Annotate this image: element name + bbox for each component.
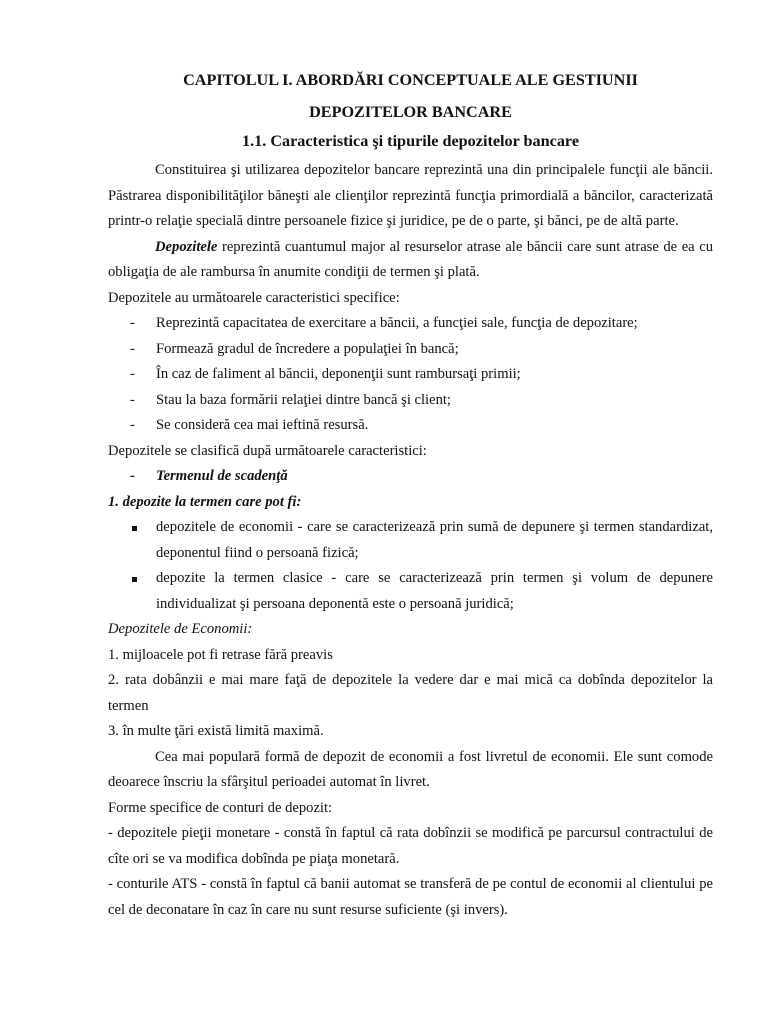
list-item: - Reprezintă capacitatea de exercitare a băncii, a funcţiei sale, funcţia de depozitare; <box>108 311 713 337</box>
passbook-paragraph: Cea mai populară formă de depozit de economii a fost livretul de economii. Ele sunt comode deoarece înscriu la sfârşitul perioadei automat în livret. <box>108 748 713 790</box>
classification-intro: Depozitele se clasifică după următoarele caracteristici: <box>108 442 427 459</box>
dash-bullet: - <box>130 468 135 484</box>
maturity-heading: - Termenul de scadenţă <box>108 464 713 490</box>
definition-text: reprezintă cuantumul major al resurselor atrase ale băncii care sunt atrase de ea cu obligaţia de ale rambursa în anumite condiţii de termen şi plată. <box>108 238 713 280</box>
savings-point: 1. mijloacele pot fi retrase fără preavis <box>108 646 333 663</box>
dash-bullet: - <box>130 315 135 331</box>
square-bullet-icon <box>132 577 137 582</box>
account-type: - depozitele pieţii monetare - constă în faptul că rata dobînzii se modifică pe parcursul contractului de cîte ori se va modifica dobînda pe piaţa monetară. <box>108 825 713 867</box>
list-item: - În caz de faliment al băncii, deponenţii sunt rambursaţi primii; <box>108 362 713 388</box>
section-title: 1.1. Caracteristica şi tipurile depozitelor bancare <box>241 132 580 150</box>
dash-bullet: - <box>130 391 135 408</box>
dash-bullet: - <box>130 417 135 433</box>
accounts-intro: Forme specifice de conturi de depozit: <box>108 799 333 816</box>
list-item: - Stau la baza formării relaţiei dintre bancă şi client; <box>108 388 713 414</box>
savings-point: 3. în multe ţări există limită maximă. <box>108 723 324 739</box>
chapter-title-line2: DEPOZITELOR BANCARE <box>309 103 512 121</box>
dash-bullet: - <box>130 366 135 382</box>
list-item: depozitele de economii - care se caracterizează prin sumă de depunere şi termen standardizat, deponentul fiind o persoană fizică; <box>108 515 713 566</box>
document-page <box>108 64 713 923</box>
account-type: - conturile ATS - constă în faptul că banii automat se transferă de pe contul de economii al clientului pe cel de deconatare în caz în care nu sunt resurse suficiente (şi invers). <box>108 876 713 918</box>
list-item: - Formează gradul de încredere a populaţiei în bancă; <box>108 337 713 363</box>
definition-paragraph <box>108 235 713 286</box>
characteristics-list <box>108 311 713 439</box>
term-deposits-list <box>108 515 713 617</box>
savings-point: 2. rata dobânzii e mai mare faţă de depozitele la vedere dar e mai mică ca dobînda depozitelor la termen <box>108 672 713 714</box>
intro-paragraph: Constituirea şi utilizarea depozitelor bancare reprezintă una din principalele funcţii ale băncii. Păstrarea disponibilităţilor băneşti ale clienţilor reprezintă funcţia primordială a băncilor, caracterizată printr-o relaţie specială dintre persoanele fizice şi juridice, pe de o parte, şi bănci, pe de altă parte. <box>108 162 713 229</box>
list-item: depozite la termen clasice - care se caracterizează prin termen şi volum de depunere individualizat şi persoana deponentă este o persoană juridică; <box>108 566 713 617</box>
chapter-title-line1: CAPITOLUL I. ABORDĂRI CONCEPTUALE ALE GESTIUNII <box>183 71 638 89</box>
list-item: - Se consideră cea mai ieftină resursă. <box>108 413 713 439</box>
savings-heading: Depozitele de Economii: <box>108 621 253 637</box>
square-bullet-icon <box>132 526 137 531</box>
term-deposits-heading: 1. depozite la termen care pot fi: <box>108 493 302 510</box>
characteristics-intro: Depozitele au următoarele caracteristici specifice: <box>108 289 400 306</box>
definition-term: Depozitele <box>155 238 218 255</box>
dash-bullet: - <box>130 340 135 357</box>
